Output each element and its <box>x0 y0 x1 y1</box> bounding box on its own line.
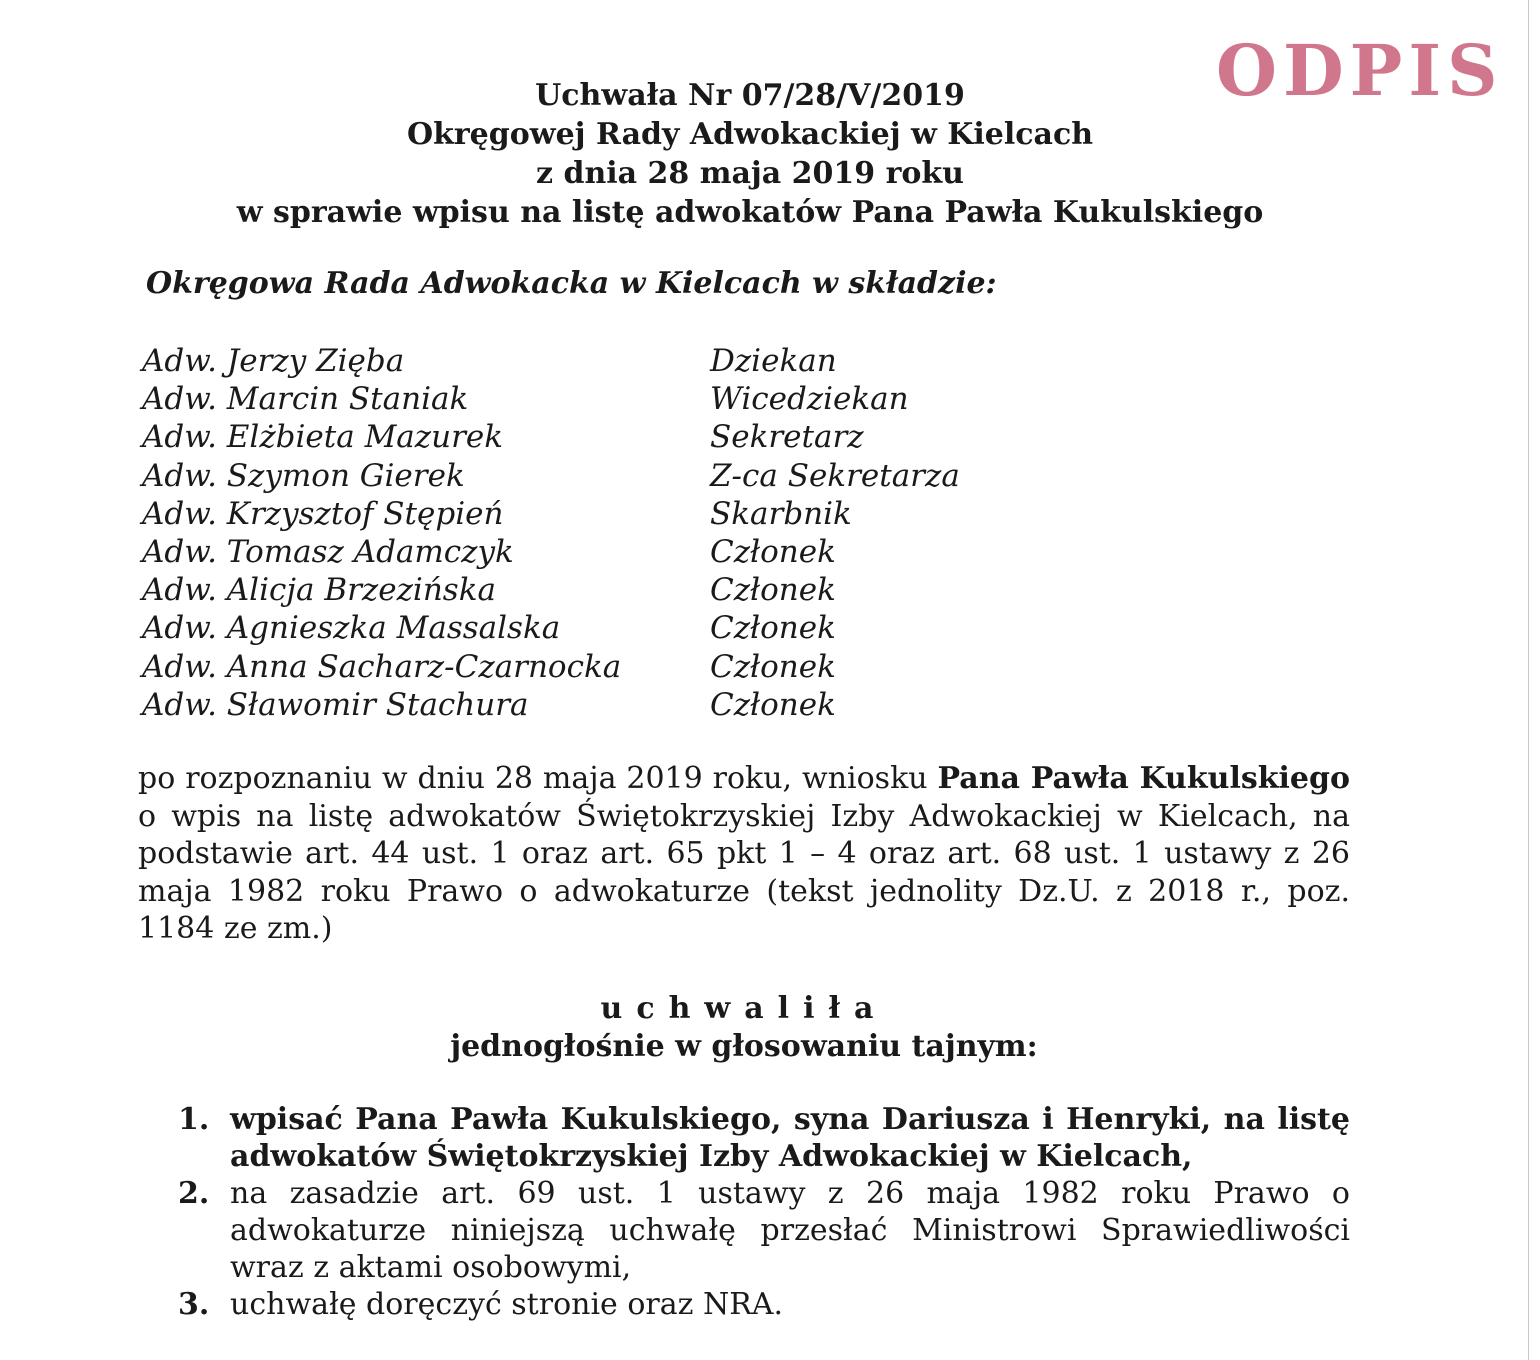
page-edge <box>1528 0 1529 1360</box>
member-name: Adw. Anna Sacharz-Czarnocka <box>142 648 622 685</box>
member-role: Członek <box>710 610 836 647</box>
member-name: Adw. Agnieszka Massalska <box>142 610 561 647</box>
preamble-paragraph <box>138 760 1350 948</box>
member-name: Adw. Krzysztof Stępień <box>142 495 504 532</box>
member-row <box>142 610 1042 648</box>
point-text: na zasadzie art. 69 ust. 1 ustawy z 26 maja 1982 roku Prawo o adwokaturze niniejszą uchwałę przesłać Ministrowi Sprawiedliwości wraz z aktami osobowymi, <box>230 1176 1350 1285</box>
member-role: Wicedziekan <box>710 381 909 418</box>
member-role: Członek <box>710 686 836 723</box>
preamble-text-start: po rozpoznaniu w dniu 28 maja 2019 roku, wniosku <box>138 761 938 796</box>
point-text: wpisać Pana Pawła Kukulskiego, syna Dariusza i Henryki, na listę adwokatów Świętokrzyskiej Izby Adwokackiej w Kielcach, <box>230 1102 1350 1174</box>
member-name: Adw. Marcin Staniak <box>142 381 469 418</box>
resolution-point <box>178 1101 1350 1175</box>
member-name: Adw. Tomasz Adamczyk <box>142 533 514 570</box>
member-role: Skarbnik <box>710 495 852 532</box>
resolution-header <box>0 76 1500 232</box>
resolution-subject: w sprawie wpisu na listę adwokatów Pana Pawła Kukulskiego <box>236 195 1264 230</box>
point-number: 3. <box>178 1287 210 1322</box>
member-row <box>142 496 1042 534</box>
member-row <box>142 649 1042 687</box>
point-text: uchwałę doręczyć stronie oraz NRA. <box>230 1287 784 1322</box>
resolution-points <box>178 1101 1350 1323</box>
point-number: 2. <box>178 1176 210 1211</box>
member-role: Członek <box>710 648 836 685</box>
member-row <box>142 458 1042 496</box>
issuing-body: Okręgowej Rady Adwokackiej w Kielcach <box>406 117 1094 152</box>
member-name: Adw. Jerzy Zięba <box>142 343 405 379</box>
member-row <box>142 343 1042 381</box>
member-name: Adw. Elżbieta Mazurek <box>142 419 504 456</box>
member-name: Adw. Sławomir Stachura <box>142 686 529 723</box>
voting-note: jednogłośnie w głosowaniu tajnym: <box>450 1029 1038 1064</box>
preamble-text-end: o wpis na listę adwokatów Świętokrzyskiej Izby Adwokackiej w Kielcach, na podstawie art. 44 ust. 1 oraz art. 65 pkt 1 – 4 oraz art. 68 ust. 1 ustawy z 26 maja 1982 roku Prawo o adwokaturze (tekst jednolity Dz.U. z 2018 r., poz. 1184 ze zm.) <box>138 798 1350 946</box>
member-role: Członek <box>710 533 836 570</box>
composition-heading: Okręgowa Rada Adwokacka w Kielcach w składzie: <box>146 266 997 301</box>
resolved-word: uchwaliła <box>600 991 888 1026</box>
member-row <box>142 687 1042 725</box>
member-row <box>142 572 1042 610</box>
member-row <box>142 534 1042 572</box>
resolution-number: Uchwała Nr 07/28/V/2019 <box>535 78 965 113</box>
members-list <box>142 343 1042 725</box>
point-number: 1. <box>178 1102 210 1137</box>
member-role: Członek <box>710 572 836 609</box>
resolution-date: z dnia 28 maja 2019 roku <box>535 156 964 191</box>
resolution-point <box>178 1175 1350 1286</box>
member-role: Sekretarz <box>710 419 864 456</box>
member-name: Adw. Szymon Gierek <box>142 457 465 494</box>
member-name: Adw. Alicja Brzezińska <box>142 572 496 609</box>
resolved-block <box>0 990 1488 1066</box>
applicant-name: Pana Pawła Kukulskiego <box>937 761 1350 796</box>
member-row <box>142 381 1042 419</box>
member-role: Dziekan <box>710 343 837 379</box>
resolution-point <box>178 1286 1350 1323</box>
member-role: Z-ca Sekretarza <box>710 457 960 494</box>
odpis-stamp: ODPIS <box>1216 29 1504 112</box>
member-row <box>142 419 1042 457</box>
